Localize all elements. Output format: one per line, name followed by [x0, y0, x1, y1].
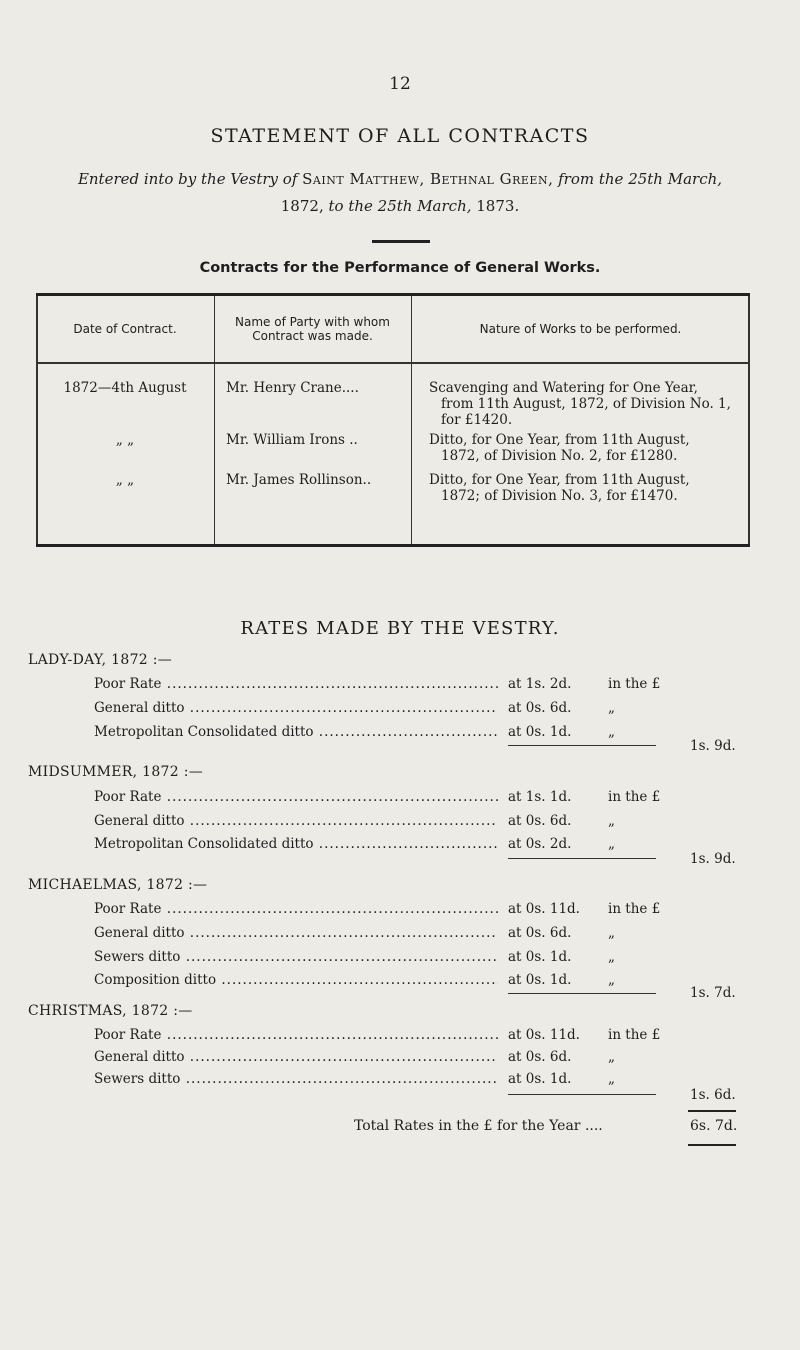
- rate-amount: at 0s. 6d.: [508, 925, 572, 941]
- table-cell-date: „ „: [115, 472, 135, 488]
- rate-subtotal: 1s. 6d.: [690, 1087, 736, 1103]
- subtitle-year1: 1872,: [280, 197, 324, 215]
- rate-amount: at 0s. 6d.: [508, 813, 572, 829]
- rate-suffix: „: [608, 813, 615, 829]
- rate-row: [0, 949, 800, 969]
- rate-period-heading: CHRISTMAS, 1872 :—: [28, 1003, 193, 1019]
- rate-suffix: in the £: [608, 1027, 661, 1043]
- works-line: 1872, of Division No. 2, for £1280.: [441, 448, 678, 464]
- total-value: 6s. 7d.: [690, 1118, 738, 1134]
- table-cell-works: [429, 432, 737, 464]
- rate-row: [0, 789, 800, 809]
- rates-title: RATES MADE BY THE VESTRY.: [240, 618, 560, 639]
- rate-label: General ditto .....: [94, 813, 498, 829]
- rate-suffix: „: [608, 925, 615, 941]
- table-header-divider: [36, 362, 750, 364]
- rate-label: Poor Rate .....: [94, 676, 498, 692]
- rate-period-heading: MIDSUMMER, 1872 :—: [28, 764, 204, 780]
- rate-amount: at 0s. 1d.: [508, 1071, 572, 1087]
- table-cell-party: Mr. Henry Crane....: [226, 380, 359, 396]
- rate-row: [0, 972, 800, 992]
- table-cell-works: [429, 380, 737, 428]
- rate-label: General ditto .....: [94, 700, 498, 716]
- rate-row: [0, 901, 800, 921]
- subtitle-mid1: from the 25th March,: [553, 170, 723, 188]
- page-number: 12: [389, 74, 411, 94]
- rate-row: [0, 836, 800, 856]
- rate-suffix: „: [608, 949, 615, 965]
- table-cell-date: „ „: [115, 432, 135, 448]
- rate-subtotal: 1s. 7d.: [690, 985, 736, 1001]
- rate-suffix: „: [608, 700, 615, 716]
- rate-row: [0, 724, 800, 744]
- subtotal-rule: [508, 745, 656, 746]
- rate-amount: at 0s. 1d.: [508, 949, 572, 965]
- works-line: Scavenging and Watering for One Year,: [429, 380, 698, 396]
- works-line: 1872; of Division No. 3, for £1470.: [441, 488, 678, 504]
- subtitle: [0, 166, 800, 220]
- rate-suffix: „: [608, 836, 615, 852]
- table-cell-works: [429, 472, 737, 504]
- rate-label: Sewers ditto .....: [94, 949, 498, 965]
- rate-row: [0, 813, 800, 833]
- rate-period-heading: MICHAELMAS, 1872 :—: [28, 877, 208, 893]
- rate-suffix: „: [608, 972, 615, 988]
- rate-suffix: in the £: [608, 789, 661, 805]
- rate-suffix: „: [608, 724, 615, 740]
- header-nature-of-works: Nature of Works to be performed.: [479, 322, 682, 336]
- rate-amount: at 1s. 1d.: [508, 789, 572, 805]
- table-cell-party: Mr. James Rollinson..: [226, 472, 372, 488]
- rate-row: [0, 925, 800, 945]
- rate-label: Poor Rate .....: [94, 901, 498, 917]
- total-rule-top: [688, 1110, 736, 1112]
- rate-amount: at 0s. 6d.: [508, 700, 572, 716]
- works-line: Ditto, for One Year, from 11th August,: [429, 472, 690, 488]
- title-divider: [372, 240, 430, 243]
- rate-subtotal: 1s. 9d.: [690, 738, 736, 754]
- rate-label: General ditto .....: [94, 1049, 498, 1065]
- page-title: STATEMENT OF ALL CONTRACTS: [210, 125, 590, 147]
- rate-amount: at 0s. 11d.: [508, 1027, 580, 1043]
- rate-label: Metropolitan Consolidated ditto .....: [94, 724, 498, 740]
- table-cell-date: 1872—4th August: [63, 380, 187, 396]
- rate-subtotal: 1s. 9d.: [690, 851, 736, 867]
- rate-amount: at 0s. 11d.: [508, 901, 580, 917]
- subtitle-parish: Saint Matthew, Bethnal Green,: [302, 170, 554, 188]
- rate-amount: at 0s. 1d.: [508, 724, 572, 740]
- rate-amount: at 0s. 2d.: [508, 836, 572, 852]
- rate-amount: at 0s. 1d.: [508, 972, 572, 988]
- rate-label: Sewers ditto .....: [94, 1071, 498, 1087]
- rate-suffix: in the £: [608, 901, 661, 917]
- rate-amount: at 1s. 2d.: [508, 676, 572, 692]
- rate-suffix: „: [608, 1049, 615, 1065]
- rate-period-heading: LADY-DAY, 1872 :—: [28, 652, 173, 668]
- rate-row: [0, 700, 800, 720]
- rate-row: [0, 676, 800, 696]
- rate-row: [0, 1049, 800, 1069]
- rate-row: [0, 1071, 800, 1091]
- table-cell-party: Mr. William Irons ..: [226, 432, 358, 448]
- total-rule-bottom: [688, 1144, 736, 1146]
- works-line: from 11th August, 1872, of Division No. 1, for £1420.: [441, 396, 731, 428]
- subtotal-rule: [508, 993, 656, 994]
- subtitle-pre: Entered into by the Vestry of: [77, 170, 303, 188]
- subtotal-rule: [508, 858, 656, 859]
- works-line: Ditto, for One Year, from 11th August,: [429, 432, 690, 448]
- rate-label: Composition ditto .....: [94, 972, 498, 988]
- rate-row: [0, 1027, 800, 1047]
- rate-amount: at 0s. 6d.: [508, 1049, 572, 1065]
- rate-label: Poor Rate .....: [94, 789, 498, 805]
- contracts-heading: Contracts for the Performance of General Works.: [199, 260, 601, 276]
- rate-suffix: in the £: [608, 676, 661, 692]
- header-name-of-party: Name of Party with whom Contract was made.: [235, 315, 390, 343]
- subtitle-year2: 1873.: [476, 197, 520, 215]
- subtotal-rule: [508, 1094, 656, 1095]
- rate-label: Metropolitan Consolidated ditto .....: [94, 836, 498, 852]
- subtitle-mid2: to the 25th March,: [323, 197, 477, 215]
- rate-suffix: „: [608, 1071, 615, 1087]
- rate-label: Poor Rate .....: [94, 1027, 498, 1043]
- rate-label: General ditto .....: [94, 925, 498, 941]
- header-date-of-contract: Date of Contract.: [73, 322, 177, 336]
- total-label: Total Rates in the £ for the Year ....: [354, 1118, 603, 1134]
- contracts-table: [36, 293, 750, 547]
